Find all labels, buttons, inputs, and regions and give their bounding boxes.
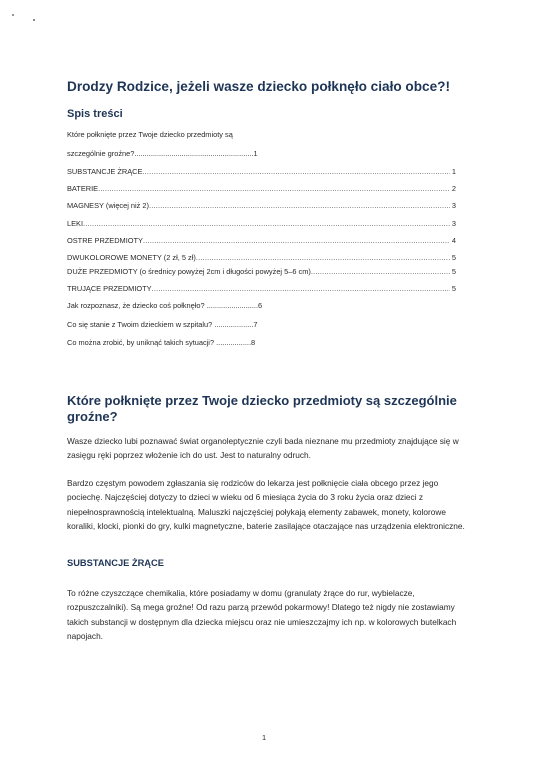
toc-entry[interactable] <box>67 167 456 177</box>
toc-entry-label: Co można zrobić, by uniknąć takich sytuacji? <box>67 338 215 347</box>
toc-entry-page: 4 <box>451 236 456 245</box>
toc-entry-dots <box>98 184 450 194</box>
toc-entry[interactable] <box>67 338 255 348</box>
toc-entry-dots <box>311 267 450 277</box>
toc-entry-label: Co się stanie z Twoim dzieckiem w szpitalu? <box>67 320 213 329</box>
paragraph: Wasze dziecko lubi poznawać świat organoleptycznie czyli bada nieznane mu przedmioty znajdujące się w zasięgu ręki poprzez włożenie ich do ust. Jest to naturalny odruch. <box>67 436 459 461</box>
toc-entry-label: DWUKOLOROWE MONETY (2 zł, 5 zł) <box>67 253 196 262</box>
page-number: 1 <box>262 733 267 742</box>
toc-entry-label: SUBSTANCJE ŻRĄCE <box>67 167 143 176</box>
toc-entry-page: 8 <box>251 338 256 347</box>
toc-entry[interactable] <box>67 236 456 246</box>
toc-entry-label: DUŻE PRZEDMIOTY (o średnicy powyżej 2cm i długości powyżej 5–6 cm) <box>67 267 311 276</box>
toc-entry-line1: Które połknięte przez Twoje dziecko przedmioty są <box>67 130 233 139</box>
toc-entry-label: LEKI <box>67 219 84 228</box>
toc-entry-page: 5 <box>451 253 456 262</box>
toc-entry-page: 7 <box>253 320 258 329</box>
scan-speck <box>33 19 35 21</box>
paragraph: To różne czyszczące chemikalia, które posiadamy w domu (granulaty żrące do rur, wybielacze, rozpuszczalniki). Są mega groźne! Od razu parzą przewód pokarmowy! Dlatego też nigdy nie zostawiamy takich substancji w dostępnym dla dziecka miejscu oraz nie umieszczajmy ich np. w kolorowych butelkach napojach. <box>67 588 457 641</box>
toc-entry-page: 1 <box>451 167 456 176</box>
toc-entry-page: 3 <box>451 219 456 228</box>
toc-entry[interactable] <box>67 267 456 277</box>
toc-entry-dots <box>142 167 449 177</box>
toc-entry[interactable] <box>67 320 257 330</box>
toc-entry-dots <box>152 284 450 294</box>
toc-entry-label: MAGNESY (więcej niż 2) <box>67 201 150 210</box>
subsection-heading: SUBSTANCJE ŻRĄCE <box>67 558 164 568</box>
toc-entry-dots <box>143 236 450 246</box>
toc-entry-dots <box>196 253 450 263</box>
toc-entry-label: BATERIE <box>67 184 99 193</box>
toc-entry-dots: ................... <box>214 320 254 329</box>
toc-entry-label: TRUJĄCE PRZEDMIOTY <box>67 284 152 293</box>
toc-entry-dots: .......................................................... <box>134 149 254 158</box>
scan-speck <box>12 14 14 16</box>
toc-entry[interactable] <box>67 219 456 229</box>
toc-entry[interactable] <box>67 301 262 311</box>
toc-entry[interactable] <box>67 184 456 194</box>
toc-entry-page: 3 <box>451 201 456 210</box>
document-title: Drodzy Rodzice, jeżeli wasze dziecko połknęło ciało obce?! <box>67 79 450 94</box>
section-heading: Które połknięte przez Twoje dziecko przedmioty są szczególnie groźne? <box>67 393 457 424</box>
toc-entry[interactable] <box>67 149 258 159</box>
paragraph: Bardzo częstym powodem zgłaszania się rodziców do lekarza jest połknięcie ciała obcego przez jego pociechę. Najczęściej dotyczy to dzieci w wieku od 6 miesiąca życia do 3 roku życia oraz dzieci z niepełnosprawnością intelektualną. Maluszki najczęściej połykają elementy zabawek, monety, kolorowe koraliki, klocki, pionki do gry, kulki magnetyczne, baterie zasilające otaczające nas urządzenia elektroniczne. <box>67 478 465 531</box>
toc-entry-dots <box>149 201 450 211</box>
toc-entry[interactable] <box>67 253 456 263</box>
toc-entry-page: 6 <box>258 301 263 310</box>
toc-entry-dots <box>83 219 450 229</box>
toc-entry-label: Jak rozpoznasz, że dziecko coś połknęło? <box>67 301 205 310</box>
toc-entry[interactable] <box>67 201 456 211</box>
toc-entry-page: 5 <box>451 284 456 293</box>
toc-entry-dots: ......................... <box>206 301 259 310</box>
toc-entry-page: 1 <box>253 149 258 158</box>
toc-heading: Spis treści <box>67 108 123 120</box>
toc-entry-dots: ................. <box>216 338 252 347</box>
toc-entry-label: szczególnie groźne? <box>67 149 135 158</box>
toc-entry-page: 2 <box>451 184 456 193</box>
toc-entry-label: OSTRE PRZEDMIOTY <box>67 236 143 245</box>
toc-entry-page: 5 <box>451 267 456 276</box>
toc-entry[interactable] <box>67 284 456 294</box>
